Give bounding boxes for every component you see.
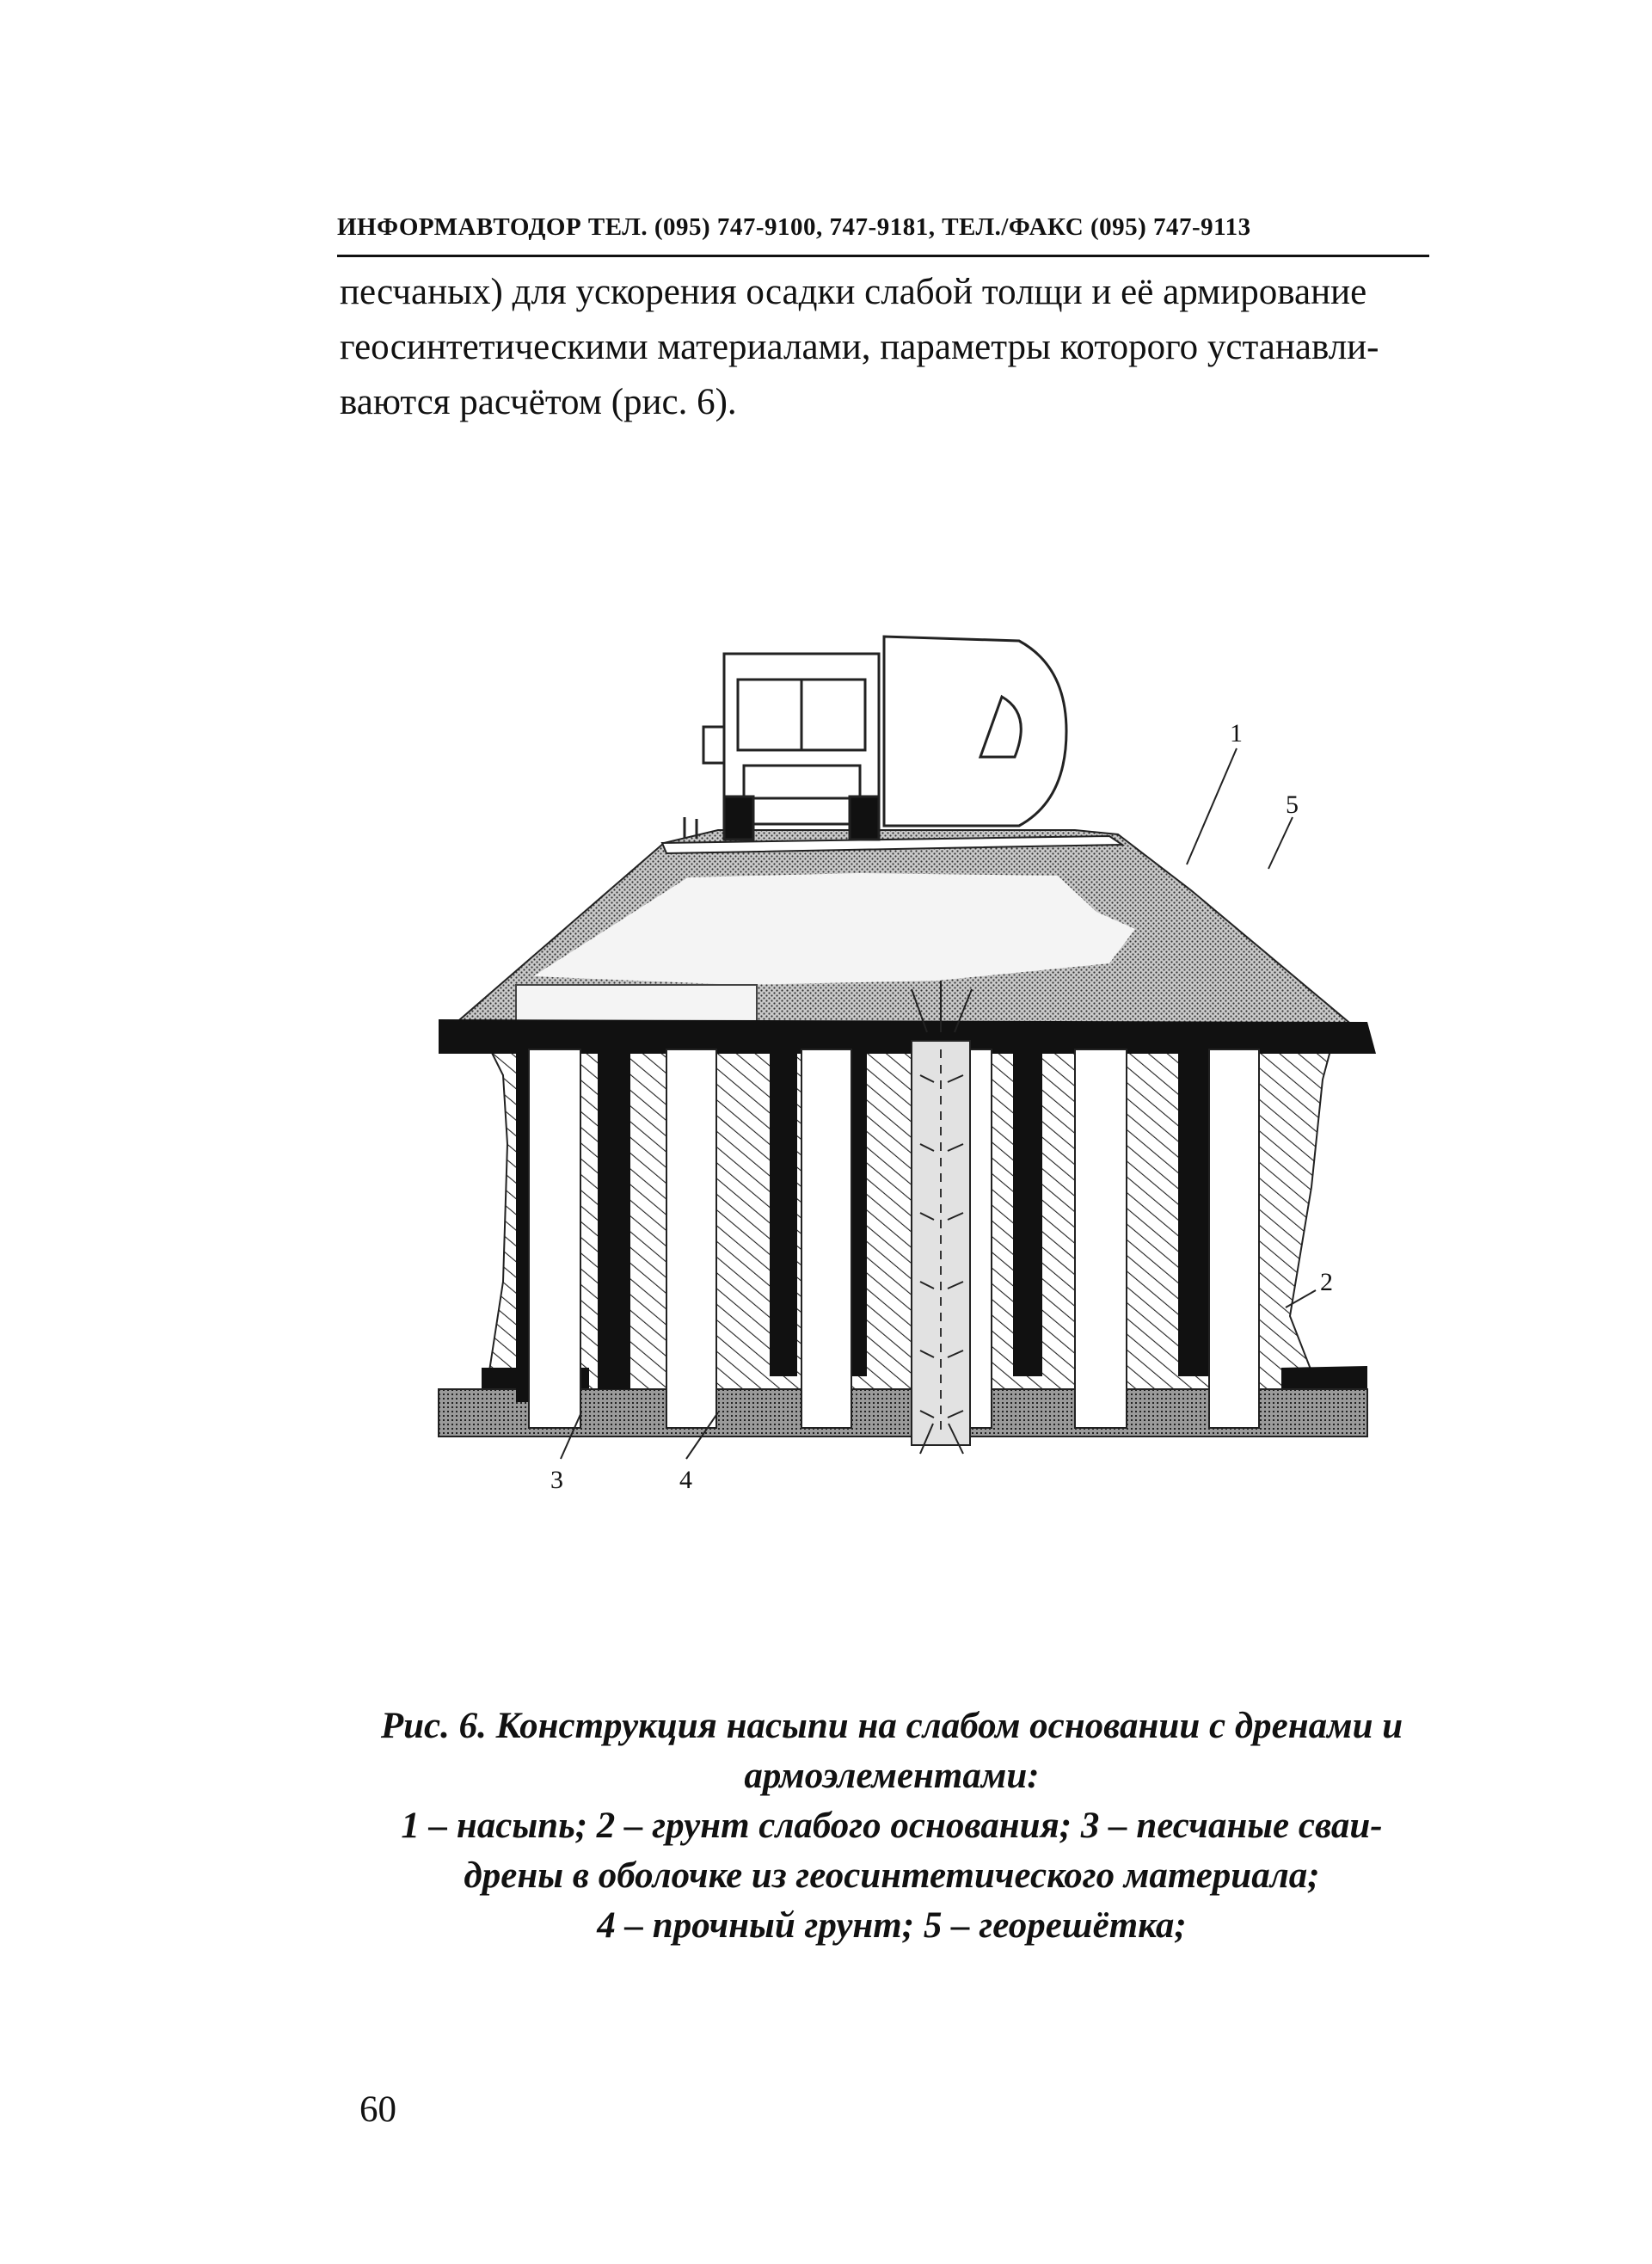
caption-line: Рис. 6. Конструкция насыпи на слабом основании с дренами и xyxy=(380,1706,1403,1746)
body-line: ваются расчётом (рис. 6). xyxy=(340,382,737,422)
figure-label-embankment: 1 xyxy=(1230,719,1243,747)
body-line: песчаных) для ускорения осадки слабой толщи и её армирование xyxy=(340,272,1367,312)
caption-line: дрены в оболочке из геосинтетического материала; xyxy=(464,1855,1320,1896)
caption-line: армоэлементами: xyxy=(744,1756,1040,1796)
figure-caption xyxy=(337,1701,1446,1951)
caption-line: 4 – прочный грунт; 5 – георешётка; xyxy=(597,1905,1187,1946)
figure-label-geogrid: 5 xyxy=(1286,791,1299,819)
figure-label-pile-drains: 3 xyxy=(550,1466,563,1494)
page-number: 60 xyxy=(359,2089,396,2130)
embankment-diagram xyxy=(378,628,1410,1540)
body-line: геосинтетическими материалами, параметры которого устанавли- xyxy=(340,327,1379,367)
caption-line: 1 – насыпь; 2 – грунт слабого основания; 3 – песчаные сваи- xyxy=(401,1806,1383,1846)
body-paragraph xyxy=(340,265,1430,430)
truck-icon xyxy=(685,637,1066,840)
figure-label-strong-soil: 4 xyxy=(679,1466,692,1494)
figure-label-weak-soil: 2 xyxy=(1320,1268,1333,1296)
embankment xyxy=(447,830,1359,1030)
running-header: ИНФОРМАВТОДОР ТЕЛ. (095) 747-9100, 747-9181, ТЕЛ./ФАКС (095) 747-9113 xyxy=(337,213,1251,241)
header-rule xyxy=(337,255,1429,257)
